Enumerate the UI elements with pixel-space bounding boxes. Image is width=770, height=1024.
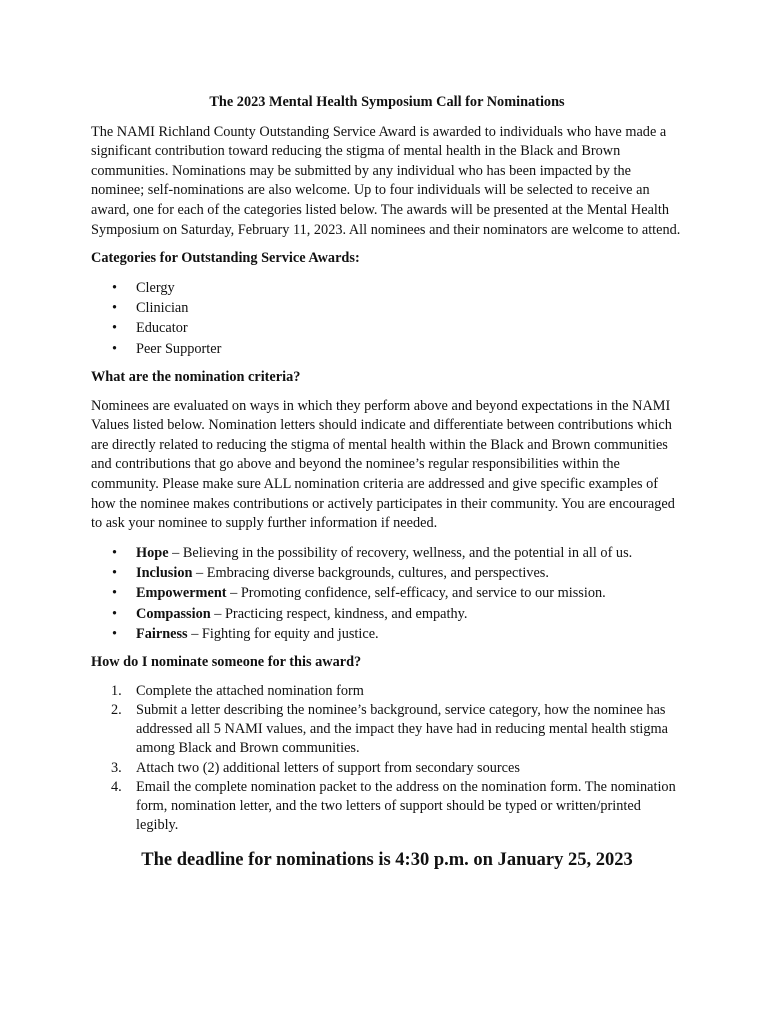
list-item [91,759,683,778]
step-text: Attach two (2) additional letters of support from secondary sources [136,759,520,776]
list-item [91,543,683,563]
categories-list [91,278,683,359]
bullet-icon: • [112,564,118,581]
step-text: Complete the attached nomination form [136,682,364,699]
list-item [91,624,683,644]
value-description: – Embracing diverse backgrounds, cultures, and perspectives. [192,564,549,581]
category-label: Clinician [136,300,189,317]
list-item [91,701,683,759]
bullet-icon: • [112,340,118,357]
bullet-icon: • [112,320,118,337]
category-label: Clergy [136,279,175,296]
list-item [91,298,683,318]
steps-list [91,682,683,836]
value-description: – Believing in the possibility of recovery, wellness, and the potential in all of us. [168,544,633,561]
howto-heading: How do I nominate someone for this award? [91,654,362,671]
list-item [91,318,683,338]
step-text: Submit a letter describing the nominee’s background, service category, how the nominee has addressed all 5 NAMI values, and the impact they have had in reducing mental health stigma among Black and Brown communities. [136,701,669,757]
value-description: – Promoting confidence, self-efficacy, and service to our mission. [226,585,606,602]
deadline-notice: The deadline for nominations is 4:30 p.m. on January 25, 2023 [141,850,633,871]
list-item [91,682,683,701]
list-item [91,604,683,624]
value-name: Hope [136,544,169,561]
bullet-icon: • [112,585,118,602]
step-number: 3. [111,759,122,776]
step-number: 1. [111,682,122,699]
value-name: Empowerment [136,585,227,602]
bullet-icon: • [112,605,118,622]
categories-heading: Categories for Outstanding Service Awards: [91,250,360,267]
intro-paragraph: The NAMI Richland County Outstanding Service Award is awarded to individuals who have made a significant contribution toward reducing the stigma of mental health in the Black and Brown communities. Nominations may be submitted by any individual who has been impacted by the nominee; self-nominations are also welcome. Up to four individuals will be selected to receive an award, one for each of the categories listed below. The awards will be presented at the Mental Health Symposium on Saturday, February 11, 2023. All nominees and their nominators are welcome to attend. [91,123,681,238]
category-label: Peer Supporter [136,340,222,357]
list-item [91,278,683,298]
document-page [91,93,683,872]
bullet-icon: • [112,625,118,642]
values-list [91,543,683,644]
list-item [91,563,683,583]
step-text: Email the complete nomination packet to the address on the nomination form. The nomination form, nomination letter, and the two letters of support should be typed or written/printed legibly. [136,778,676,834]
list-item [91,583,683,603]
list-item [91,778,683,836]
value-name: Compassion [136,605,211,622]
criteria-paragraph: Nominees are evaluated on ways in which they perform above and beyond expectations in the NAMI Values listed below. Nomination letters should indicate and differentiate between contributions which are directly related to reducing the stigma of mental health within the Black and Brown communities and contributions that go above and beyond the nominee’s regular responsibilities within the community. Please make sure ALL nomination criteria are addressed and give specific examples of how the nominee makes contributions or actively participates in their community. You are encouraged to ask your nominee to supply further information if needed. [91,397,675,532]
bullet-icon: • [112,279,118,296]
bullet-icon: • [112,544,118,561]
value-description: – Practicing respect, kindness, and empathy. [210,605,468,622]
step-number: 4. [111,778,122,795]
document-title: The 2023 Mental Health Symposium Call for Nominations [209,94,565,110]
value-name: Fairness [136,625,188,642]
category-label: Educator [136,320,188,337]
value-description: – Fighting for equity and justice. [187,625,379,642]
step-number: 2. [111,701,122,718]
bullet-icon: • [112,300,118,317]
list-item [91,339,683,359]
criteria-heading: What are the nomination criteria? [91,368,301,385]
value-name: Inclusion [136,564,193,581]
